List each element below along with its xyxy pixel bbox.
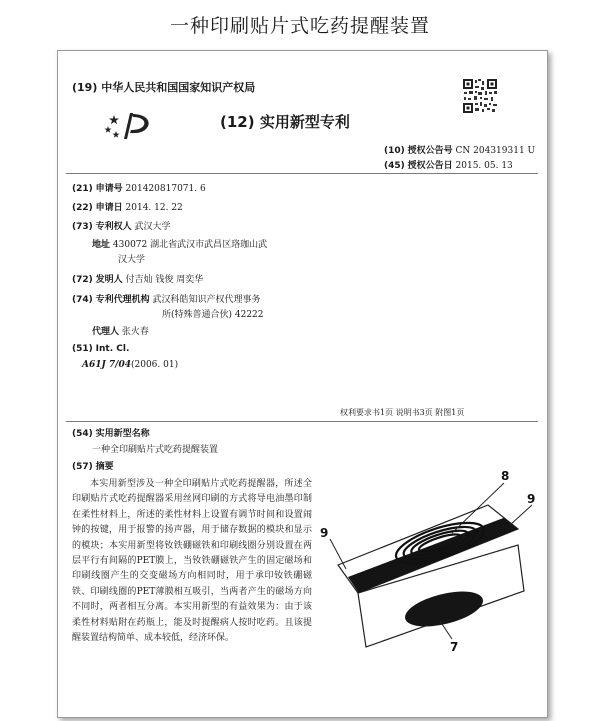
inventor-row bbox=[72, 272, 203, 285]
publication-number-code: (10) bbox=[384, 146, 405, 156]
label-7: 7 bbox=[450, 640, 459, 654]
agency-code: (74) bbox=[72, 295, 93, 305]
abstract-label: 摘要 bbox=[95, 462, 114, 472]
application-number-code: (21) bbox=[72, 184, 93, 194]
agent-row bbox=[92, 324, 149, 337]
abstract-code: (57) bbox=[72, 462, 93, 472]
agent-label: 代理人 bbox=[92, 327, 120, 337]
model-name-row bbox=[72, 426, 150, 439]
abstract-text: 本实用新型涉及一种全印刷贴片式吃药提醒器，所述全印刷贴片式吃药提醒器采用丝网印刷的方式将导电油墨印制在柔性材料上，所述的柔性材料上设置有调节时间和设置闹钟的按键，用于报警的扬声器，用于储存数据的模块和显示的模块；本实用新型将钕铁硼磁铁和印刷线圈分别设置在两层平行有间隔的PET膜上，当钕铁硼磁铁产生的固定磁场和印刷线圈产生的交变磁场方向相同时，用于承印钕铁硼磁铁、印刷线圈的PET薄膜相互吸引，当两者产生的磁场方向不同时，两者相互分离。本实用新型的有益效果为：由于该柔性材料贴附在药瓶上，能及时提醒病人按时吃药。且该提醒装置结构简单、成本较低，经济环保。 bbox=[72, 479, 312, 644]
doc-type-code: (12) bbox=[220, 113, 255, 131]
application-number-label: 申请号 bbox=[95, 184, 123, 194]
application-number-value: 201420817071. 6 bbox=[125, 184, 206, 194]
inventor-code: (72) bbox=[72, 275, 93, 285]
agency-row bbox=[72, 292, 261, 305]
document-type bbox=[220, 111, 350, 132]
intcl-code: (51) bbox=[72, 344, 93, 354]
label-9-right: 9 bbox=[527, 492, 536, 506]
publication-date-value: 2015. 05. 13 bbox=[455, 161, 513, 171]
office-code: (19) bbox=[72, 81, 98, 94]
patent-document bbox=[57, 50, 548, 718]
address-row bbox=[92, 237, 267, 250]
label-8: 8 bbox=[501, 469, 510, 483]
cnipa-emblem-icon bbox=[102, 109, 156, 149]
application-date-code: (22) bbox=[72, 203, 93, 213]
intcl-row bbox=[72, 344, 129, 354]
label-9-left: 9 bbox=[320, 526, 329, 540]
address-line-1: 430072 湖北省武汉市武昌区珞珈山武 bbox=[112, 240, 268, 250]
abstract-body bbox=[72, 477, 312, 646]
agent-value: 张火春 bbox=[121, 327, 149, 337]
abstract-heading bbox=[72, 459, 114, 472]
model-name-code: (54) bbox=[72, 429, 93, 439]
address-label: 地址 bbox=[92, 240, 111, 250]
inventor-value: 付吉灿 钱俊 周奕华 bbox=[125, 275, 204, 285]
intcl-label: Int. Cl. bbox=[95, 344, 130, 354]
address-line-2: 汉大学 bbox=[118, 255, 146, 265]
publication-date-label: 授权公告日 bbox=[407, 161, 453, 171]
pages-divider bbox=[66, 421, 538, 422]
publication-date-row bbox=[384, 158, 513, 171]
intcl-value bbox=[82, 360, 178, 370]
patentee-row bbox=[72, 219, 171, 232]
page-title: 一种印刷贴片式吃药提醒装置 bbox=[169, 15, 430, 37]
qr-code-icon bbox=[462, 78, 498, 114]
inventor-label: 发明人 bbox=[95, 275, 123, 285]
application-date-row bbox=[72, 200, 183, 213]
agency-line-2: 所(特殊普通合伙) 42222 bbox=[162, 310, 264, 320]
model-name-value: 一种全印刷贴片式吃药提醒装置 bbox=[92, 445, 219, 455]
header-divider bbox=[66, 173, 538, 174]
intcl-year: (2006. 01) bbox=[130, 360, 179, 370]
office-name: 中华人民共和国国家知识产权局 bbox=[101, 81, 256, 94]
patentee-code: (73) bbox=[72, 222, 93, 232]
application-date-value: 2014. 12. 22 bbox=[125, 203, 183, 213]
publication-number-label: 授权公告号 bbox=[407, 146, 453, 156]
publication-date-code: (45) bbox=[384, 161, 405, 171]
application-date-label: 申请日 bbox=[95, 203, 123, 213]
office-header bbox=[72, 79, 255, 95]
publication-number-value: CN 204319311 U bbox=[455, 146, 536, 156]
doc-type-name: 实用新型专利 bbox=[259, 113, 350, 131]
pages-info: 权利要求书1页 说明书3页 附图1页 bbox=[340, 408, 465, 417]
publication-number-row bbox=[384, 143, 535, 156]
agency-label: 专利代理机构 bbox=[95, 295, 150, 305]
application-number-row bbox=[72, 181, 206, 194]
patentee-value: 武汉大学 bbox=[134, 222, 171, 232]
model-name-label: 实用新型名称 bbox=[95, 429, 150, 439]
intcl-class: A61J 7/04 bbox=[82, 360, 131, 370]
patentee-label: 专利权人 bbox=[95, 222, 132, 232]
agency-line-1: 武汉科皓知识产权代理事务 bbox=[152, 295, 261, 305]
device-drawing bbox=[310, 465, 540, 655]
